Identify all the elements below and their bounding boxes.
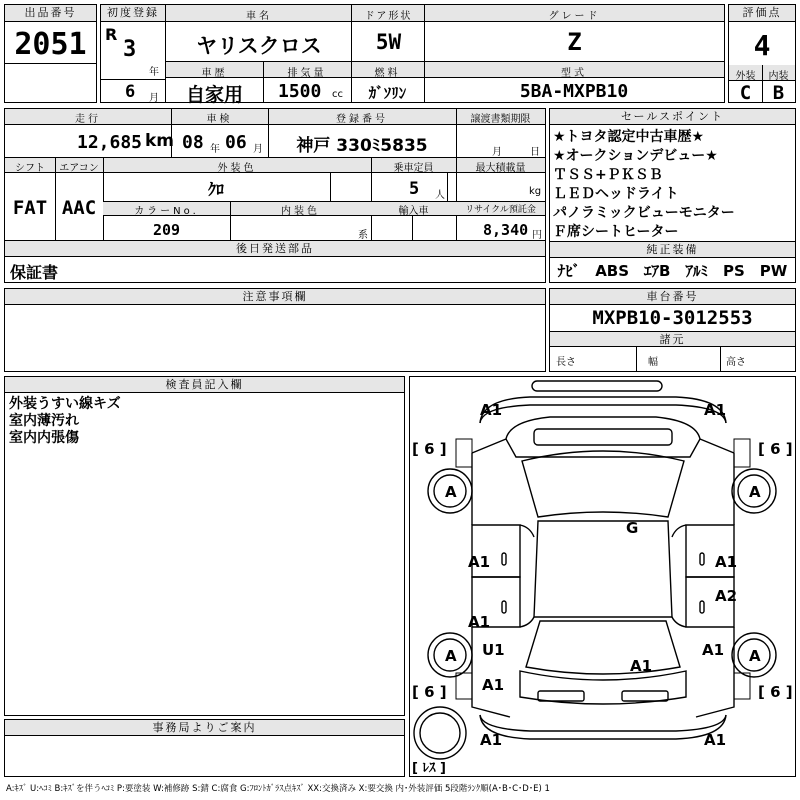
fuel: ｶﾞｿﾘﾝ [368, 84, 407, 102]
era: R [105, 25, 118, 44]
transfer-label: 譲渡書類期限 [470, 114, 531, 125]
mark-rear-door-right: A2 [715, 587, 738, 605]
ext-label: 外装 [735, 71, 756, 82]
office-label: 事務局よりご案内 [5, 720, 404, 736]
inspector-box [4, 376, 405, 716]
year-unit: 年 [149, 67, 159, 78]
mileage-label: 走行 [75, 114, 101, 125]
sales-label: セールスポイント [550, 109, 795, 125]
color-no-label: カラーNo. [134, 206, 199, 217]
mark-trunk: A1 [630, 657, 653, 675]
mileage-block [4, 108, 546, 241]
tire-rr: [ 6 ] [758, 683, 793, 701]
score: 4 [753, 29, 771, 62]
score-box [728, 4, 796, 103]
sales-point: ★トヨタ認定中古車歴★ [553, 129, 705, 145]
mileage: 12,685 [77, 132, 143, 153]
mark-rear-quarter-left-upper: U1 [482, 641, 505, 659]
car-name-label: 車名 [246, 11, 272, 22]
transfer-day: 日 [530, 147, 540, 158]
car-outline-svg [410, 377, 795, 776]
first-registration-box [100, 4, 166, 103]
mark-front-door-left: A1 [468, 553, 491, 571]
ext-color: ｸﾛ [207, 180, 224, 199]
damage-diagram [409, 376, 796, 777]
grade: Z [567, 28, 582, 56]
history-label: 車歴 [201, 68, 228, 79]
lot-label: 出品番号 [5, 5, 96, 22]
inspector-note: 室内内張傷 [9, 430, 79, 446]
mark-roof: G [626, 519, 639, 537]
capacity-label: 乗車定員 [393, 163, 434, 174]
sales-points-box [549, 108, 796, 283]
mark-front-bumper-right: A1 [704, 401, 727, 419]
wheel-rr: A [749, 647, 761, 665]
office-box [4, 719, 405, 777]
mark-rear-quarter-right: A1 [702, 641, 725, 659]
int-label: 内装 [768, 71, 789, 82]
grade-label: グレード [548, 11, 601, 22]
sales-point: パノラミックビューモニター [553, 205, 735, 221]
insp-year: 08 [182, 132, 204, 153]
car-name: ヤリスクロス [196, 34, 322, 58]
door-type: 5W [375, 30, 402, 54]
model-label: 型式 [561, 68, 587, 79]
chassis-box [549, 288, 796, 372]
color-number: 209 [152, 221, 181, 239]
capacity-unit: 人 [435, 190, 445, 201]
chassis-label: 車台番号 [550, 289, 795, 305]
equipment: ﾅﾋﾞ ABS ｴｱB ｱﾙﾐ PS PW [557, 262, 788, 280]
load-label: 最大積載量 [475, 163, 526, 174]
inspector-note: 室内薄汚れ [9, 413, 79, 429]
insp-month: 06 [225, 132, 247, 153]
fuel-label: 燃料 [374, 68, 401, 79]
inspector-note: 外装うすい線キズ [9, 396, 121, 412]
ext-color-label: 外装色 [217, 163, 257, 174]
shipping-label: 後日発送部品 [5, 241, 545, 257]
mark-rear-bumper-left: A1 [480, 731, 503, 749]
spec-row [165, 61, 725, 106]
sales-point: ＬＥＤヘッドライト [553, 186, 679, 202]
tire-fl: [ 6 ] [412, 440, 447, 458]
reg-month: 6 [125, 82, 136, 102]
height-label: 高さ [726, 357, 746, 368]
car-info-box [165, 4, 725, 62]
insp-month-unit: 月 [253, 144, 263, 155]
mark-front-bumper-left: A1 [480, 401, 503, 419]
load-unit: kg [529, 186, 542, 197]
inspector-label: 検査員記入欄 [5, 377, 404, 393]
mileage-unit: km [145, 131, 175, 151]
shipping-parts: 保証書 [10, 263, 59, 282]
wheel-rl: A [445, 647, 457, 665]
lot-box [4, 4, 97, 103]
score-label: 評価点 [729, 5, 795, 22]
shipping-parts-box [4, 240, 546, 283]
displacement: 1500 [278, 81, 322, 102]
equipment-label: 純正装備 [550, 242, 795, 258]
history: 自家用 [185, 84, 243, 106]
recycle-unit: 円 [532, 230, 542, 241]
wheel-fl: A [445, 483, 457, 501]
sales-point: ★オークションデビュー★ [553, 148, 718, 164]
legend: A:ｷｽﾞ U:ﾍｺﾐ B:ｷｽﾞを伴うﾍｺﾐ P:要塗装 W:補修跡 S:錆 C:腐食 G:ﾌﾛﾝﾄｶﾞﾗｽ点ｷｽﾞ XX:交換済み X:要交換 内･外装評価 5段階ﾗﾝｸ順(A･B･C･D･E) 1 [6, 784, 550, 794]
mark-rear-quarter-left-lower: A1 [482, 676, 505, 694]
int-grade: B [772, 82, 785, 104]
insp-year-unit: 年 [210, 144, 220, 155]
first-reg-label: 初度登録 [101, 5, 165, 22]
capacity: 5 [409, 179, 420, 199]
lot-number: 2051 [14, 27, 87, 62]
model: 5BA-MXPB10 [519, 81, 629, 102]
length-label: 長さ [556, 357, 576, 368]
displacement-label: 排気量 [287, 68, 327, 79]
shift-label: シフト [15, 163, 45, 174]
tire-fr: [ 6 ] [758, 440, 793, 458]
notes-box [4, 288, 546, 372]
mark-front-door-right: A1 [715, 553, 738, 571]
plate-number: 神戸 330ﾐ5835 [296, 136, 428, 156]
air-conditioner: AAC [61, 197, 97, 219]
sales-point: ＴＳＳ+ＰＫＳＢ [553, 167, 663, 183]
spec-label: 諸元 [550, 331, 795, 347]
mark-rear-bumper-right: A1 [704, 731, 727, 749]
inspection-label: 車検 [206, 114, 233, 125]
mark-rear-door-left: A1 [468, 613, 491, 631]
recycle-label: リサイクル預託金 [465, 205, 536, 215]
month-unit: 月 [149, 93, 159, 104]
int-color-unit: 系 [358, 230, 368, 241]
ext-grade: C [739, 82, 752, 104]
reg-year: 3 [123, 37, 137, 62]
plate-label: 登録番号 [336, 114, 388, 125]
notes-label: 注意事項欄 [5, 289, 545, 305]
spare-tire: [ ﾚｽ ] [412, 761, 446, 776]
import-label: 輸入車 [398, 206, 429, 217]
displacement-unit: cc [332, 89, 343, 100]
transfer-month: 月 [492, 147, 502, 158]
shift: FAT [12, 197, 48, 219]
ac-label: エアコン [59, 163, 99, 174]
width-label: 幅 [648, 357, 658, 368]
chassis-number: MXPB10-3012553 [592, 307, 753, 329]
door-label: ドア形状 [364, 11, 413, 22]
sales-point: Ｆ席シートヒーター [553, 224, 679, 240]
tire-rl: [ 6 ] [412, 683, 447, 701]
wheel-fr: A [749, 483, 761, 501]
recycle-fee: 8,340 [483, 221, 529, 239]
int-color-label: 内装色 [281, 206, 320, 217]
